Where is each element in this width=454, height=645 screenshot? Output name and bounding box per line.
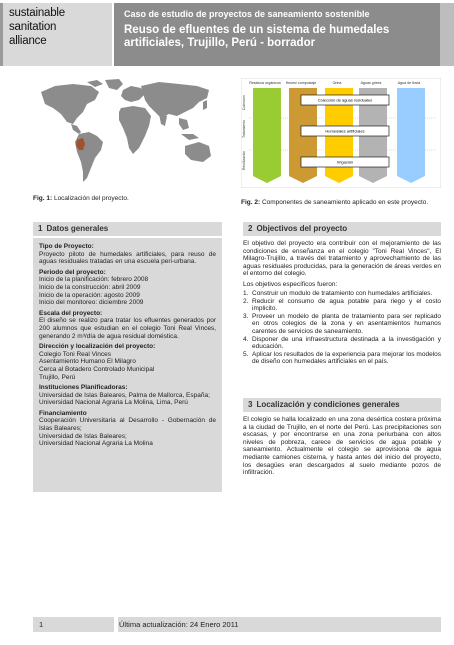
figure-2-text: Componentes de saneamiento aplicado en este proyecto. xyxy=(261,199,429,206)
diagram-col-5: Agua de lluvia xyxy=(397,81,421,85)
section-2-heading xyxy=(243,222,441,236)
general-data-value: Inicio de la operación: agosto 2009 xyxy=(39,291,140,299)
general-data-label: Financiamiento xyxy=(39,409,87,417)
diagram-box-wetlands-label: Humedales artificiales xyxy=(325,128,365,134)
objective-number: 5. xyxy=(243,350,249,358)
general-data-value: El diseño se realizo para tratar los efluentes generados por 200 alumnos que estudian en el colegio Toni Real Vinces, generando 2 m³/día de agua residual doméstica. xyxy=(39,317,216,340)
sanitation-components-diagram xyxy=(241,78,441,188)
world-map xyxy=(33,78,221,188)
objective-item xyxy=(243,336,441,351)
footer-separator xyxy=(114,617,118,632)
general-data-value: Proyecto piloto de humedales artificiales, para reuso de aguas residuales tratadas en una escuela peri-urbana. xyxy=(39,250,216,266)
figure-1-label: Fig. 1: xyxy=(33,195,53,202)
objective-item xyxy=(243,313,441,336)
objectives-list xyxy=(243,290,441,366)
diagram-column-bar xyxy=(253,88,281,176)
general-data-label: Escala del proyecto: xyxy=(39,309,103,317)
objective-number: 4. xyxy=(243,335,249,343)
general-data-label: Tipo de Proyecto: xyxy=(39,243,94,250)
diagram-column-bar xyxy=(397,88,425,176)
objective-number: 1. xyxy=(243,290,249,297)
title-banner xyxy=(114,3,440,66)
section-3-number: 3 xyxy=(248,400,253,409)
objective-text: Reducir el consumo de agua potable para riego y el costo implicito. xyxy=(252,297,441,313)
header-accent-strip xyxy=(440,3,454,66)
section-1-number: 1 xyxy=(38,224,43,233)
figure-2-label: Fig. 2: xyxy=(241,199,261,206)
diagram-col-1: Residuos orgánicos xyxy=(249,81,281,85)
figure-1-text: Localización del proyecto. xyxy=(53,195,129,202)
objective-text: Construir un modulo de tratamiento con humedales artificiales. xyxy=(252,290,433,297)
page-number: 1 xyxy=(39,620,44,629)
diagram-box-irrigation-label: Irrigación xyxy=(336,159,354,165)
objectives-list-intro: Los objetivos específicos fueron: xyxy=(243,281,338,288)
general-data-label: Instituciones Planificadoras: xyxy=(39,384,128,392)
header-subtitle: Caso de estudio de proyectos de saneamiento sostenible xyxy=(124,9,370,19)
general-data-value: Universidad de Islas Baleares; xyxy=(39,432,127,440)
general-data-label: Dirección y localización del proyecto: xyxy=(39,343,156,351)
page-header xyxy=(0,0,454,68)
figure-1-caption xyxy=(33,195,129,202)
logo-line-2: sanitation xyxy=(9,21,57,33)
general-data-value: Universidad Nacional Agraria La Molina, Lima, Perú xyxy=(39,399,188,407)
objective-number: 3. xyxy=(243,312,249,320)
diagram-col-4: Aguas grises xyxy=(360,81,382,85)
general-data-value: Inicio de la planificación: febrero 2008 xyxy=(39,276,149,284)
section-1-heading xyxy=(33,222,222,236)
objective-number: 2. xyxy=(243,297,249,305)
logo-line-1: sustainable xyxy=(9,7,65,19)
general-data-panel xyxy=(33,238,222,492)
figure-2-caption xyxy=(241,199,441,207)
document-title: Reuso de efluentes de un sistema de humedales artificiales, Trujillo, Perú - borrador xyxy=(124,24,390,49)
general-data-value: Inicio de la construcción: abril 2009 xyxy=(39,283,141,291)
general-data-value: Cooperación Universitaria al Desarrollo - Gobernación de Islas Baleares; xyxy=(39,417,216,433)
objectives-intro: El objetivo del proyecto era contribuir con el mejoramiento de las condiciones de enseñanza en el colegio "Toni Real Vinces", El Milagro-Trujillo, a través del tratamiento y aprovechamiento de las aguas residuales producidas, para la generación de áreas verdes en el entorno del colegio. xyxy=(243,240,441,278)
location-paragraph: El colegio se halla localizado en una zona desértica costera próxima a la ciudad de Trujillo, en el norte del Perú. Las precipitaciones son escasas, y por encontrarse en una zona periurbana con altos niveles de pobreza, carece de servicios de agua potable y saneamiento. Actualmente el colegio se aprovisiona de agua mediante camiones cisterna, y hasta antes del inicio del proyecto, los desagües eran descargados al suelo mediante pozos de infiltración. xyxy=(243,416,441,477)
section-1-title: Datos generales xyxy=(46,224,109,233)
diagram-col-2: Heces/ compostaje xyxy=(285,81,317,85)
objective-text: Aplicar los resultados de la experiencia para mejorar los modelos de diseño con humedales artificiales en el país. xyxy=(252,350,441,366)
objective-item xyxy=(243,290,441,298)
objective-item xyxy=(243,351,441,366)
general-data-value: Asentamiento Humano El Milagro xyxy=(39,358,136,366)
general-data-label: Periodo del proyecto: xyxy=(39,268,106,276)
objective-item xyxy=(243,298,441,313)
objective-text: Proveer un modelo de planta de tratamiento para ser replicado en otros colegios de la zona y en asentamientos humanos carentes de servicios de saneamiento. xyxy=(252,312,441,335)
general-data-value: Cerca al Botadero Controlado Municipal xyxy=(39,365,155,373)
last-updated: Última actualización: 24 Enero 2011 xyxy=(119,620,239,629)
objective-text: Disponer de una infraestructura destinada a la investigación y educación. xyxy=(252,335,441,351)
section-3-heading xyxy=(243,398,441,412)
general-data-value: Trujillo, Perú xyxy=(39,373,76,381)
logo-line-3: alliance xyxy=(9,35,47,47)
section-2-title: Objectivos del proyecto xyxy=(256,224,348,233)
general-data-value: Inicio del monitoreo: diciembre 2009 xyxy=(39,299,144,307)
diagram-row-1: Colección xyxy=(242,95,246,110)
page-footer xyxy=(33,617,441,632)
general-data-value: Colegio Toni Real Vinces xyxy=(39,350,112,358)
diagram-box-collection-label: Colección de aguas residuales xyxy=(317,97,373,103)
diagram-col-3: Orina xyxy=(332,81,342,85)
section-2-number: 2 xyxy=(248,224,253,233)
diagram-row-3: Reutilización xyxy=(242,150,246,170)
diagram-row-2: Tratamiento xyxy=(242,120,246,138)
general-data-value: Universidad de Islas Baleares, Palma de Mallorca, España; xyxy=(39,391,210,399)
section-3-title: Localización y condiciones generales xyxy=(256,400,400,409)
ssa-logo xyxy=(0,3,112,66)
general-data-value: Universidad Nacional Agraria La Molina xyxy=(39,440,153,448)
